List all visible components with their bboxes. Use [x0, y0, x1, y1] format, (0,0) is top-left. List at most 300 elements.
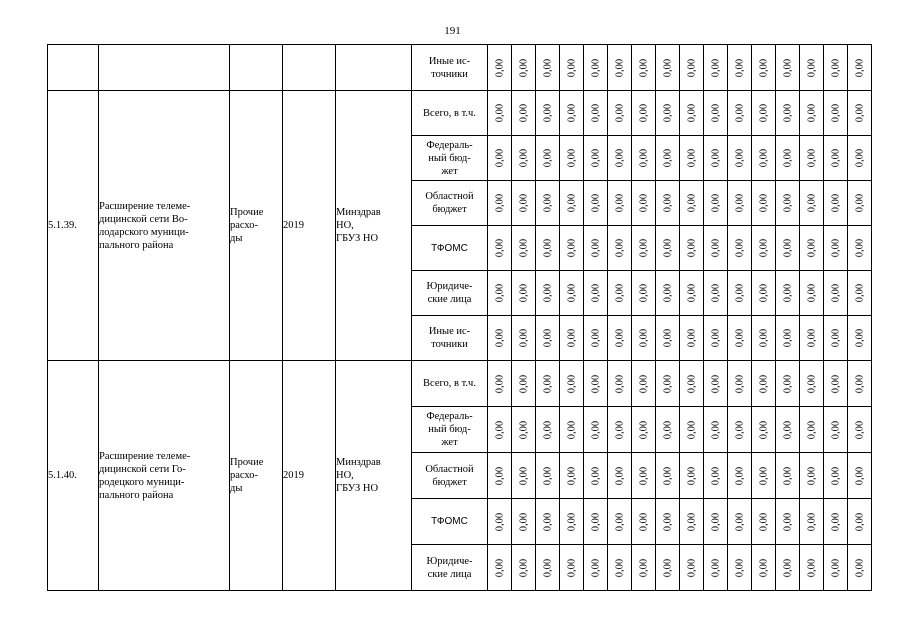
value-cell	[656, 545, 680, 591]
value-cell	[800, 361, 824, 407]
budget-table	[47, 44, 872, 591]
value-cell	[584, 45, 608, 91]
value-cell	[680, 407, 704, 453]
value-cell	[800, 271, 824, 316]
value-cell	[848, 45, 872, 91]
value-cell	[800, 181, 824, 226]
value-cell	[584, 136, 608, 181]
value-text: 0,00	[782, 374, 793, 393]
value-text: 0,00	[758, 374, 769, 393]
value-text: 0,00	[518, 374, 529, 393]
value-cell	[704, 45, 728, 91]
value-text: 0,00	[542, 558, 553, 577]
value-cell	[608, 316, 632, 361]
value-text: 0,00	[638, 466, 649, 485]
value-text: 0,00	[686, 193, 697, 213]
value-text: 0,00	[782, 558, 793, 577]
value-cell	[536, 499, 560, 545]
value-cell	[584, 91, 608, 136]
value-text: 0,00	[734, 466, 745, 485]
value-text: 0,00	[806, 374, 817, 393]
value-text: 0,00	[854, 374, 865, 393]
value-cell	[608, 545, 632, 591]
value-text: 0,00	[806, 193, 817, 213]
value-text: 0,00	[782, 283, 793, 303]
value-text: 0,00	[758, 193, 769, 213]
value-cell	[848, 91, 872, 136]
value-text: 0,00	[494, 328, 505, 348]
value-cell	[824, 271, 848, 316]
value-text: 0,00	[638, 58, 649, 77]
value-cell	[536, 545, 560, 591]
value-cell	[752, 181, 776, 226]
value-text: 0,00	[686, 512, 697, 531]
value-cell	[608, 361, 632, 407]
value-text: 0,00	[566, 558, 577, 577]
value-text: 0,00	[494, 103, 505, 123]
value-text: 0,00	[662, 374, 673, 393]
value-cell	[608, 271, 632, 316]
value-cell	[488, 136, 512, 181]
value-text: 0,00	[662, 283, 673, 303]
value-text: 0,00	[638, 238, 649, 258]
value-text: 0,00	[614, 283, 625, 303]
value-text: 0,00	[638, 374, 649, 393]
value-cell	[584, 453, 608, 499]
value-text: 0,00	[662, 512, 673, 531]
value-cell	[704, 226, 728, 271]
value-text: 0,00	[830, 328, 841, 348]
value-text: 0,00	[542, 283, 553, 303]
value-text: 0,00	[686, 283, 697, 303]
value-text: 0,00	[566, 374, 577, 393]
value-text: 0,00	[734, 58, 745, 77]
value-cell	[800, 226, 824, 271]
value-text: 0,00	[542, 328, 553, 348]
value-text: 0,00	[686, 466, 697, 485]
value-cell	[824, 226, 848, 271]
value-cell	[488, 453, 512, 499]
value-cell	[752, 226, 776, 271]
value-cell	[536, 45, 560, 91]
value-cell	[680, 545, 704, 591]
value-cell	[728, 91, 752, 136]
value-cell	[512, 45, 536, 91]
value-text: 0,00	[518, 193, 529, 213]
value-text: 0,00	[662, 420, 673, 439]
value-cell	[584, 545, 608, 591]
value-text: 0,00	[734, 283, 745, 303]
value-cell	[824, 453, 848, 499]
value-text: 0,00	[662, 103, 673, 123]
value-cell	[728, 545, 752, 591]
value-text: 0,00	[830, 58, 841, 77]
value-text: 0,00	[758, 283, 769, 303]
value-cell	[800, 136, 824, 181]
value-cell	[584, 361, 608, 407]
item-year: 2019	[283, 361, 336, 591]
value-text: 0,00	[590, 328, 601, 348]
empty-cell	[336, 45, 412, 91]
value-cell	[560, 91, 584, 136]
value-text: 0,00	[494, 466, 505, 485]
value-cell	[752, 91, 776, 136]
value-text: 0,00	[806, 238, 817, 258]
value-cell	[536, 91, 560, 136]
value-text: 0,00	[686, 58, 697, 77]
value-text: 0,00	[710, 148, 721, 168]
value-text: 0,00	[806, 58, 817, 77]
value-cell	[680, 226, 704, 271]
value-cell	[752, 45, 776, 91]
value-text: 0,00	[686, 558, 697, 577]
value-text: 0,00	[782, 466, 793, 485]
value-cell	[560, 361, 584, 407]
value-cell	[488, 271, 512, 316]
value-text: 0,00	[518, 558, 529, 577]
value-text: 0,00	[566, 420, 577, 439]
value-text: 0,00	[494, 283, 505, 303]
value-text: 0,00	[638, 103, 649, 123]
value-text: 0,00	[614, 58, 625, 77]
value-text: 0,00	[590, 283, 601, 303]
value-text: 0,00	[710, 374, 721, 393]
value-text: 0,00	[662, 558, 673, 577]
value-text: 0,00	[614, 466, 625, 485]
value-text: 0,00	[734, 328, 745, 348]
value-text: 0,00	[710, 283, 721, 303]
value-cell	[848, 407, 872, 453]
value-cell	[584, 226, 608, 271]
value-text: 0,00	[590, 466, 601, 485]
item-code: 5.1.39.	[48, 91, 99, 361]
value-cell	[776, 316, 800, 361]
value-cell	[632, 453, 656, 499]
value-cell	[536, 226, 560, 271]
value-text: 0,00	[830, 558, 841, 577]
value-text: 0,00	[662, 328, 673, 348]
value-cell	[824, 316, 848, 361]
value-text: 0,00	[614, 193, 625, 213]
value-text: 0,00	[758, 420, 769, 439]
value-cell	[632, 91, 656, 136]
table-row	[48, 361, 872, 407]
expense-type: Прочие расхо- ды	[230, 91, 283, 361]
table-row	[48, 91, 872, 136]
value-text: 0,00	[566, 328, 577, 348]
value-cell	[728, 407, 752, 453]
value-cell	[752, 136, 776, 181]
source-label: ТФОМС	[412, 226, 488, 271]
empty-cell	[230, 45, 283, 91]
value-cell	[512, 407, 536, 453]
value-cell	[560, 226, 584, 271]
value-text: 0,00	[542, 466, 553, 485]
value-text: 0,00	[566, 466, 577, 485]
value-cell	[656, 407, 680, 453]
value-text: 0,00	[494, 193, 505, 213]
value-cell	[848, 271, 872, 316]
value-text: 0,00	[566, 148, 577, 168]
value-cell	[824, 545, 848, 591]
value-text: 0,00	[830, 420, 841, 439]
value-text: 0,00	[758, 466, 769, 485]
value-text: 0,00	[782, 103, 793, 123]
responsible-org: Минздрав НО, ГБУЗ НО	[336, 91, 412, 361]
value-cell	[584, 499, 608, 545]
value-cell	[704, 453, 728, 499]
value-cell	[536, 407, 560, 453]
source-label: Федераль- ный бюд- жет	[412, 136, 488, 181]
value-text: 0,00	[590, 58, 601, 77]
value-cell	[848, 453, 872, 499]
value-text: 0,00	[542, 238, 553, 258]
value-text: 0,00	[590, 193, 601, 213]
source-label: Иные ис- точники	[412, 45, 488, 91]
value-text: 0,00	[758, 103, 769, 123]
value-cell	[824, 136, 848, 181]
value-text: 0,00	[830, 148, 841, 168]
value-text: 0,00	[806, 328, 817, 348]
value-text: 0,00	[854, 420, 865, 439]
value-text: 0,00	[782, 328, 793, 348]
value-text: 0,00	[590, 512, 601, 531]
value-cell	[488, 226, 512, 271]
value-text: 0,00	[854, 148, 865, 168]
value-cell	[728, 453, 752, 499]
source-label: Всего, в т.ч.	[412, 361, 488, 407]
value-cell	[584, 271, 608, 316]
value-text: 0,00	[758, 238, 769, 258]
value-text: 0,00	[782, 148, 793, 168]
value-cell	[656, 316, 680, 361]
item-year: 2019	[283, 91, 336, 361]
item-name: Расширение телеме- дицинской сети Го- родецкого муници- пального района	[99, 361, 230, 591]
value-cell	[704, 499, 728, 545]
value-cell	[776, 45, 800, 91]
empty-cell	[48, 45, 99, 91]
value-text: 0,00	[710, 558, 721, 577]
value-text: 0,00	[686, 374, 697, 393]
value-text: 0,00	[806, 512, 817, 531]
value-text: 0,00	[830, 374, 841, 393]
value-text: 0,00	[806, 103, 817, 123]
value-text: 0,00	[518, 103, 529, 123]
value-text: 0,00	[518, 148, 529, 168]
value-cell	[656, 136, 680, 181]
value-text: 0,00	[662, 58, 673, 77]
value-cell	[800, 545, 824, 591]
value-text: 0,00	[782, 193, 793, 213]
value-text: 0,00	[734, 103, 745, 123]
value-text: 0,00	[758, 58, 769, 77]
value-cell	[776, 361, 800, 407]
value-cell	[680, 453, 704, 499]
value-text: 0,00	[710, 238, 721, 258]
value-text: 0,00	[638, 193, 649, 213]
value-text: 0,00	[686, 103, 697, 123]
value-cell	[488, 91, 512, 136]
value-cell	[728, 316, 752, 361]
value-cell	[680, 91, 704, 136]
value-text: 0,00	[494, 374, 505, 393]
value-cell	[488, 45, 512, 91]
value-cell	[632, 361, 656, 407]
value-text: 0,00	[566, 58, 577, 77]
value-cell	[848, 545, 872, 591]
value-text: 0,00	[566, 103, 577, 123]
value-text: 0,00	[614, 374, 625, 393]
value-text: 0,00	[614, 512, 625, 531]
value-cell	[512, 91, 536, 136]
value-text: 0,00	[734, 238, 745, 258]
value-text: 0,00	[590, 238, 601, 258]
value-cell	[560, 316, 584, 361]
value-cell	[704, 271, 728, 316]
value-text: 0,00	[854, 103, 865, 123]
value-text: 0,00	[830, 466, 841, 485]
value-text: 0,00	[710, 512, 721, 531]
value-cell	[848, 226, 872, 271]
value-text: 0,00	[806, 466, 817, 485]
value-text: 0,00	[614, 238, 625, 258]
value-cell	[560, 407, 584, 453]
value-text: 0,00	[710, 420, 721, 439]
value-text: 0,00	[614, 420, 625, 439]
value-text: 0,00	[542, 103, 553, 123]
value-cell	[752, 407, 776, 453]
value-cell	[848, 316, 872, 361]
value-cell	[800, 91, 824, 136]
value-text: 0,00	[566, 512, 577, 531]
value-text: 0,00	[638, 420, 649, 439]
value-cell	[488, 181, 512, 226]
value-text: 0,00	[686, 420, 697, 439]
value-cell	[800, 453, 824, 499]
value-text: 0,00	[758, 328, 769, 348]
source-label: Областной бюджет	[412, 453, 488, 499]
value-cell	[848, 136, 872, 181]
value-cell	[680, 181, 704, 226]
value-text: 0,00	[494, 420, 505, 439]
value-cell	[776, 407, 800, 453]
value-cell	[608, 499, 632, 545]
value-text: 0,00	[494, 58, 505, 77]
value-cell	[728, 45, 752, 91]
value-text: 0,00	[590, 420, 601, 439]
value-text: 0,00	[686, 238, 697, 258]
value-text: 0,00	[854, 466, 865, 485]
value-text: 0,00	[710, 466, 721, 485]
value-cell	[512, 453, 536, 499]
value-text: 0,00	[542, 420, 553, 439]
value-text: 0,00	[662, 238, 673, 258]
source-label: Иные ис- точники	[412, 316, 488, 361]
value-cell	[656, 91, 680, 136]
value-cell	[776, 545, 800, 591]
value-cell	[824, 181, 848, 226]
value-cell	[608, 91, 632, 136]
value-text: 0,00	[758, 148, 769, 168]
value-cell	[632, 545, 656, 591]
value-cell	[824, 499, 848, 545]
value-cell	[536, 271, 560, 316]
value-cell	[560, 453, 584, 499]
value-text: 0,00	[518, 238, 529, 258]
source-label: ТФОМС	[412, 499, 488, 545]
value-cell	[608, 136, 632, 181]
value-cell	[632, 316, 656, 361]
value-cell	[704, 91, 728, 136]
value-cell	[632, 271, 656, 316]
value-cell	[632, 226, 656, 271]
value-text: 0,00	[806, 558, 817, 577]
value-text: 0,00	[854, 238, 865, 258]
value-text: 0,00	[566, 283, 577, 303]
value-cell	[680, 45, 704, 91]
value-cell	[800, 499, 824, 545]
value-text: 0,00	[590, 148, 601, 168]
value-cell	[752, 361, 776, 407]
value-text: 0,00	[758, 558, 769, 577]
value-cell	[608, 407, 632, 453]
value-text: 0,00	[518, 420, 529, 439]
value-cell	[752, 545, 776, 591]
value-cell	[752, 499, 776, 545]
value-text: 0,00	[854, 558, 865, 577]
value-text: 0,00	[518, 512, 529, 531]
value-cell	[656, 453, 680, 499]
value-text: 0,00	[710, 328, 721, 348]
value-cell	[488, 361, 512, 407]
value-text: 0,00	[734, 374, 745, 393]
value-cell	[512, 271, 536, 316]
value-text: 0,00	[854, 283, 865, 303]
value-cell	[656, 45, 680, 91]
value-cell	[848, 361, 872, 407]
value-text: 0,00	[734, 148, 745, 168]
value-cell	[704, 316, 728, 361]
value-cell	[656, 271, 680, 316]
value-cell	[656, 226, 680, 271]
value-text: 0,00	[542, 512, 553, 531]
item-name: Расширение телеме- дицинской сети Во- лодарского муници- пального района	[99, 91, 230, 361]
value-cell	[560, 181, 584, 226]
value-text: 0,00	[710, 103, 721, 123]
value-text: 0,00	[638, 283, 649, 303]
value-text: 0,00	[758, 512, 769, 531]
value-cell	[488, 407, 512, 453]
value-cell	[512, 499, 536, 545]
value-cell	[560, 545, 584, 591]
value-text: 0,00	[542, 58, 553, 77]
value-cell	[728, 271, 752, 316]
value-cell	[632, 407, 656, 453]
value-cell	[728, 361, 752, 407]
value-text: 0,00	[614, 558, 625, 577]
value-text: 0,00	[710, 58, 721, 77]
value-text: 0,00	[518, 466, 529, 485]
value-cell	[800, 316, 824, 361]
value-text: 0,00	[590, 374, 601, 393]
value-text: 0,00	[614, 328, 625, 348]
value-cell	[608, 453, 632, 499]
value-text: 0,00	[638, 148, 649, 168]
value-text: 0,00	[854, 328, 865, 348]
value-text: 0,00	[518, 328, 529, 348]
value-cell	[536, 361, 560, 407]
value-text: 0,00	[854, 193, 865, 213]
